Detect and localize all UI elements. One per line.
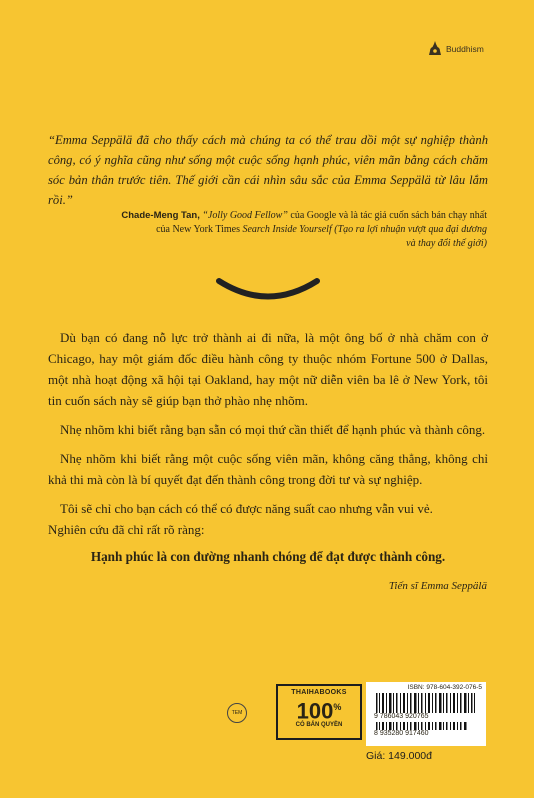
ean-digits: 8 935280 917460 [374, 730, 429, 737]
barcode-graphic-2 [376, 722, 476, 730]
book-title-en: Search Inside Yourself [242, 224, 332, 235]
badge-caption: CÓ BẢN QUYỀN [295, 722, 343, 729]
smile-graphic [215, 276, 321, 302]
endorser-line2: của New York Times [156, 224, 240, 235]
isbn-digits: 9 786043 920765 [374, 713, 429, 720]
price-label: Giá: 149.000đ [366, 750, 432, 762]
logo-label: Buddhism [446, 44, 484, 54]
highlight-sentence: Hạnh phúc là con đường nhanh chóng để đạt được thành công. [90, 549, 446, 564]
badge-unit: % [333, 702, 342, 712]
endorser-title: “Jolly Good Fellow” [202, 210, 288, 221]
stupa-icon [428, 41, 442, 57]
isbn-text: ISBN: 978-604-392-076-5 [407, 684, 482, 691]
blurb-text [48, 327, 488, 540]
blurb-paragraph-3: Nhẹ nhõm khi biết rằng một cuộc sống viên mãn, không căng thẳng, không chỉ khả thi mà còn là bí quyết đạt đến thành công trong đời tư và sự nghiệp. [48, 451, 488, 487]
blurb-paragraph-5: Nghiên cứu đã chỉ rất rõ ràng: [48, 522, 205, 537]
author-signature: Tiến sĩ Emma Seppälä [388, 580, 487, 592]
copyright-badge [276, 684, 362, 740]
endorser-desc: của Google và là tác giả cuốn sách bán chạy nhất [290, 210, 487, 221]
barcode-graphic [376, 693, 476, 713]
tem-stamp: TEM [227, 703, 247, 723]
badge-brand: THAIHABOOKS [291, 689, 347, 696]
blurb-paragraph-4: Tôi sẽ chỉ cho bạn cách có thể có được năng suất cao nhưng vẫn vui vẻ. [60, 501, 433, 516]
endorsement-attribution [47, 209, 487, 251]
endorsement-quote: “Emma Seppälä đã cho thấy cách mà chúng ta có thể trau dồi một sự nghiệp thành công, có ý nghĩa cũng như sống một cuộc sống hạnh phúc, viên mãn bằng cách chăm sóc bản thân trước tiên. Thế giới cần cái nhìn sâu sắc của Emma Seppälä từ lâu lắm rồi.” [48, 133, 488, 207]
book-title-vi: (Tạo ra lợi nhuận vượt qua đại dương [334, 224, 487, 235]
publisher-logo [428, 41, 484, 57]
blurb-paragraph-2: Nhẹ nhõm khi biết rằng bạn sẵn có mọi thứ cần thiết để hạnh phúc và thành công. [60, 422, 486, 437]
blurb-paragraph-1: Dù bạn có đang nỗ lực trở thành ai đi nữa, là một ông bố ở nhà chăm con ở Chicago, hay một giám đốc điều hành công ty thuộc nhóm Fortune 500 ở Dallas, một nhà hoạt động xã hội tại Oakland, hay một nữ diễn viên ba lê ở New York, tôi tin cuốn sách này sẽ giúp bạn thở phào nhẹ nhõm. [48, 330, 488, 408]
barcode-panel [366, 682, 486, 746]
badge-number: 100% [296, 698, 342, 724]
endorser-name: Chade-Meng Tan, [121, 210, 200, 221]
book-title-vi-2: và thay đổi thế giới) [406, 238, 487, 249]
